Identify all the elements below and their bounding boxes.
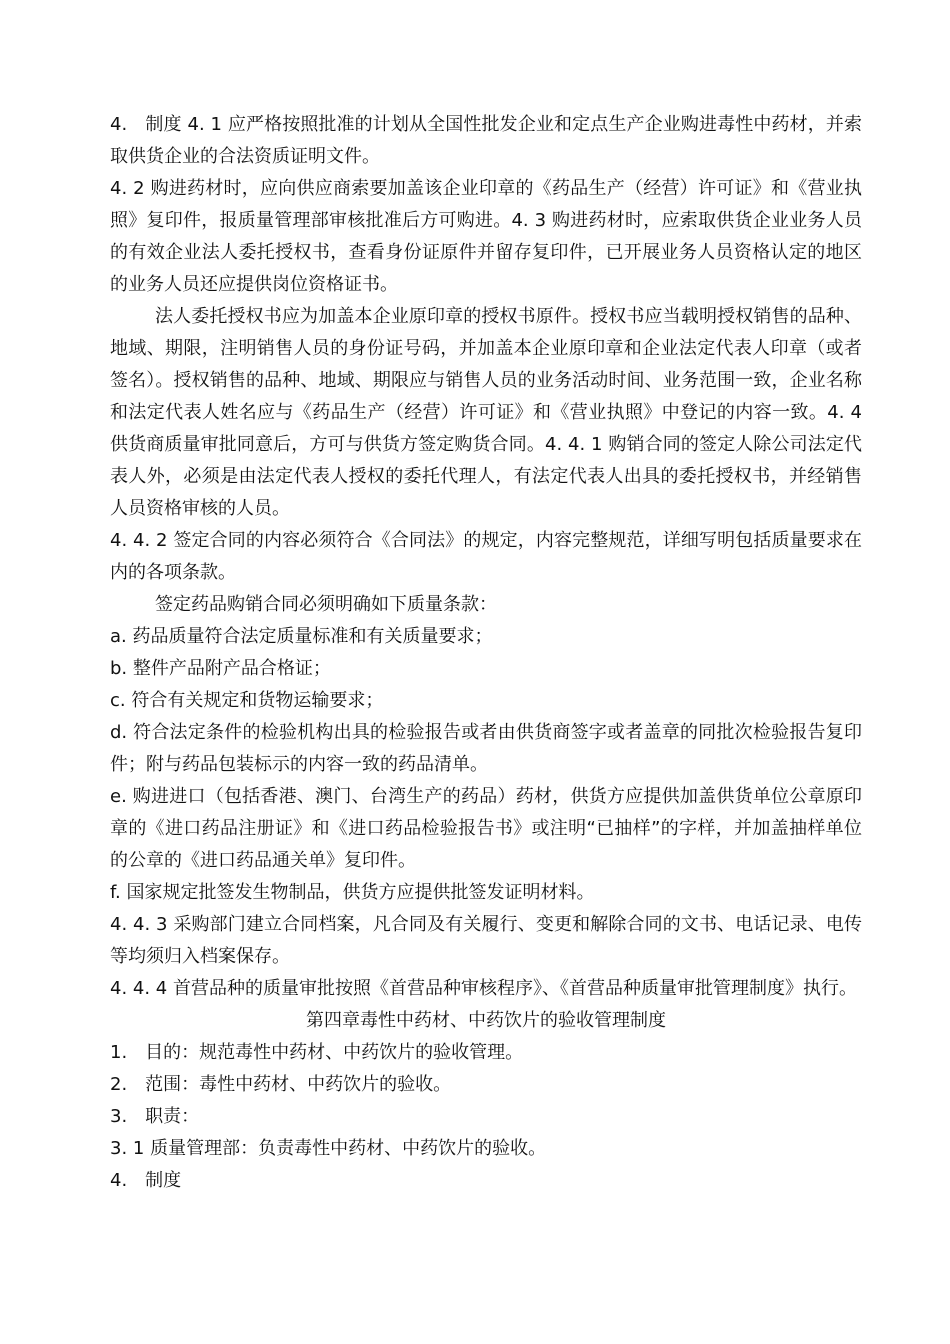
document-body [110, 109, 862, 1197]
list-item-d: d. 符合法定条件的检验机构出具的检验报告或者由供货商签字或者盖章的同批次检验报告复印件；附与药品包装标示的内容一致的药品清单。 [110, 722, 862, 775]
list-item-f: f. 国家规定批签发生物制品，供货方应提供批签发证明材料。 [110, 882, 595, 903]
section-3-1-quality-dept: 3. 1 质量管理部：负责毒性中药材、中药饮片的验收。 [110, 1138, 547, 1159]
chapter-heading: 第四章毒性中药材、中药饮片的验收管理制度 [306, 1010, 666, 1031]
section-2-scope: 2. 范围：毒性中药材、中药饮片的验收。 [110, 1074, 452, 1095]
paragraph-4-4-4-first-product: 4. 4. 4 首营品种的质量审批按照《首营品种审核程序》、《首营品种质量审批管理制度》执行。 [110, 978, 857, 999]
section-3-responsibility: 3. 职责： [110, 1106, 200, 1127]
section-1-purpose: 1. 目的：规范毒性中药材、中药饮片的验收管理。 [110, 1042, 524, 1063]
list-item-c: c. 符合有关规定和货物运输要求； [110, 690, 384, 711]
list-item-b: b. 整件产品附产品合格证； [110, 658, 331, 679]
section-4-system: 4. 制度 [110, 1170, 182, 1191]
paragraph-4-4-2-contract-content: 4. 4. 2 签定合同的内容必须符合《合同法》的规定，内容完整规范，详细写明包括质量要求在内的各项条款。 [110, 530, 862, 583]
paragraph-4-4-3-contract-archive: 4. 4. 3 采购部门建立合同档案，凡合同及有关履行、变更和解除合同的文书、电话记录、电传等均须归入档案保存。 [110, 914, 862, 967]
paragraph-quality-clauses-intro: 签定药品购销合同必须明确如下质量条款： [155, 594, 497, 615]
paragraph-4-procurement: 4. 制度 4. 1 应严格按照批准的计划从全国性批发企业和定点生产企业购进毒性中药材，并索取供货企业的合法资质证明文件。 [110, 114, 862, 167]
paragraph-authorization-letter: 法人委托授权书应为加盖本企业原印章的授权书原件。授权书应当载明授权销售的品种、地域、期限，注明销售人员的身份证号码，并加盖本企业原印章和企业法定代表人印章（或者签名）。授权销售的品种、地域、期限应与销售人员的业务活动时间、业务范围一致，企业名称和法定代表人姓名应与《药品生产（经营）许可证》和《营业执照》中登记的内容一致。4. 4 供货商质量审批同意后，方可与供货方签定购货合同。4. 4. 1 购销合同的签定人除公司法定代表人外，必须是由法定代表人授权的委托代理人，有法定代表人出具的委托授权书，并经销售人员资格审核的人员。 [110, 306, 862, 519]
list-item-e: e. 购进进口（包括香港、澳门、台湾生产的药品）药材，供货方应提供加盖供货单位公章原印章的《进口药品注册证》和《进口药品检验报告书》或注明“已抽样”的字样，并加盖抽样单位的公章的《进口药品通关单》复印件。 [110, 786, 862, 871]
paragraph-4-2-supplier-documents: 4. 2 购进药材时，应向供应商索要加盖该企业印章的《药品生产（经营）许可证》和《营业执照》复印件，报质量管理部审核批准后方可购进。4. 3 购进药材时，应索取供货企业业务人员的有效企业法人委托授权书，查看身份证原件并留存复印件，已开展业务人员资格认定的地区的业务人员还应提供岗位资格证书。 [110, 178, 862, 295]
list-item-a: a. 药品质量符合法定质量标准和有关质量要求； [110, 626, 493, 647]
